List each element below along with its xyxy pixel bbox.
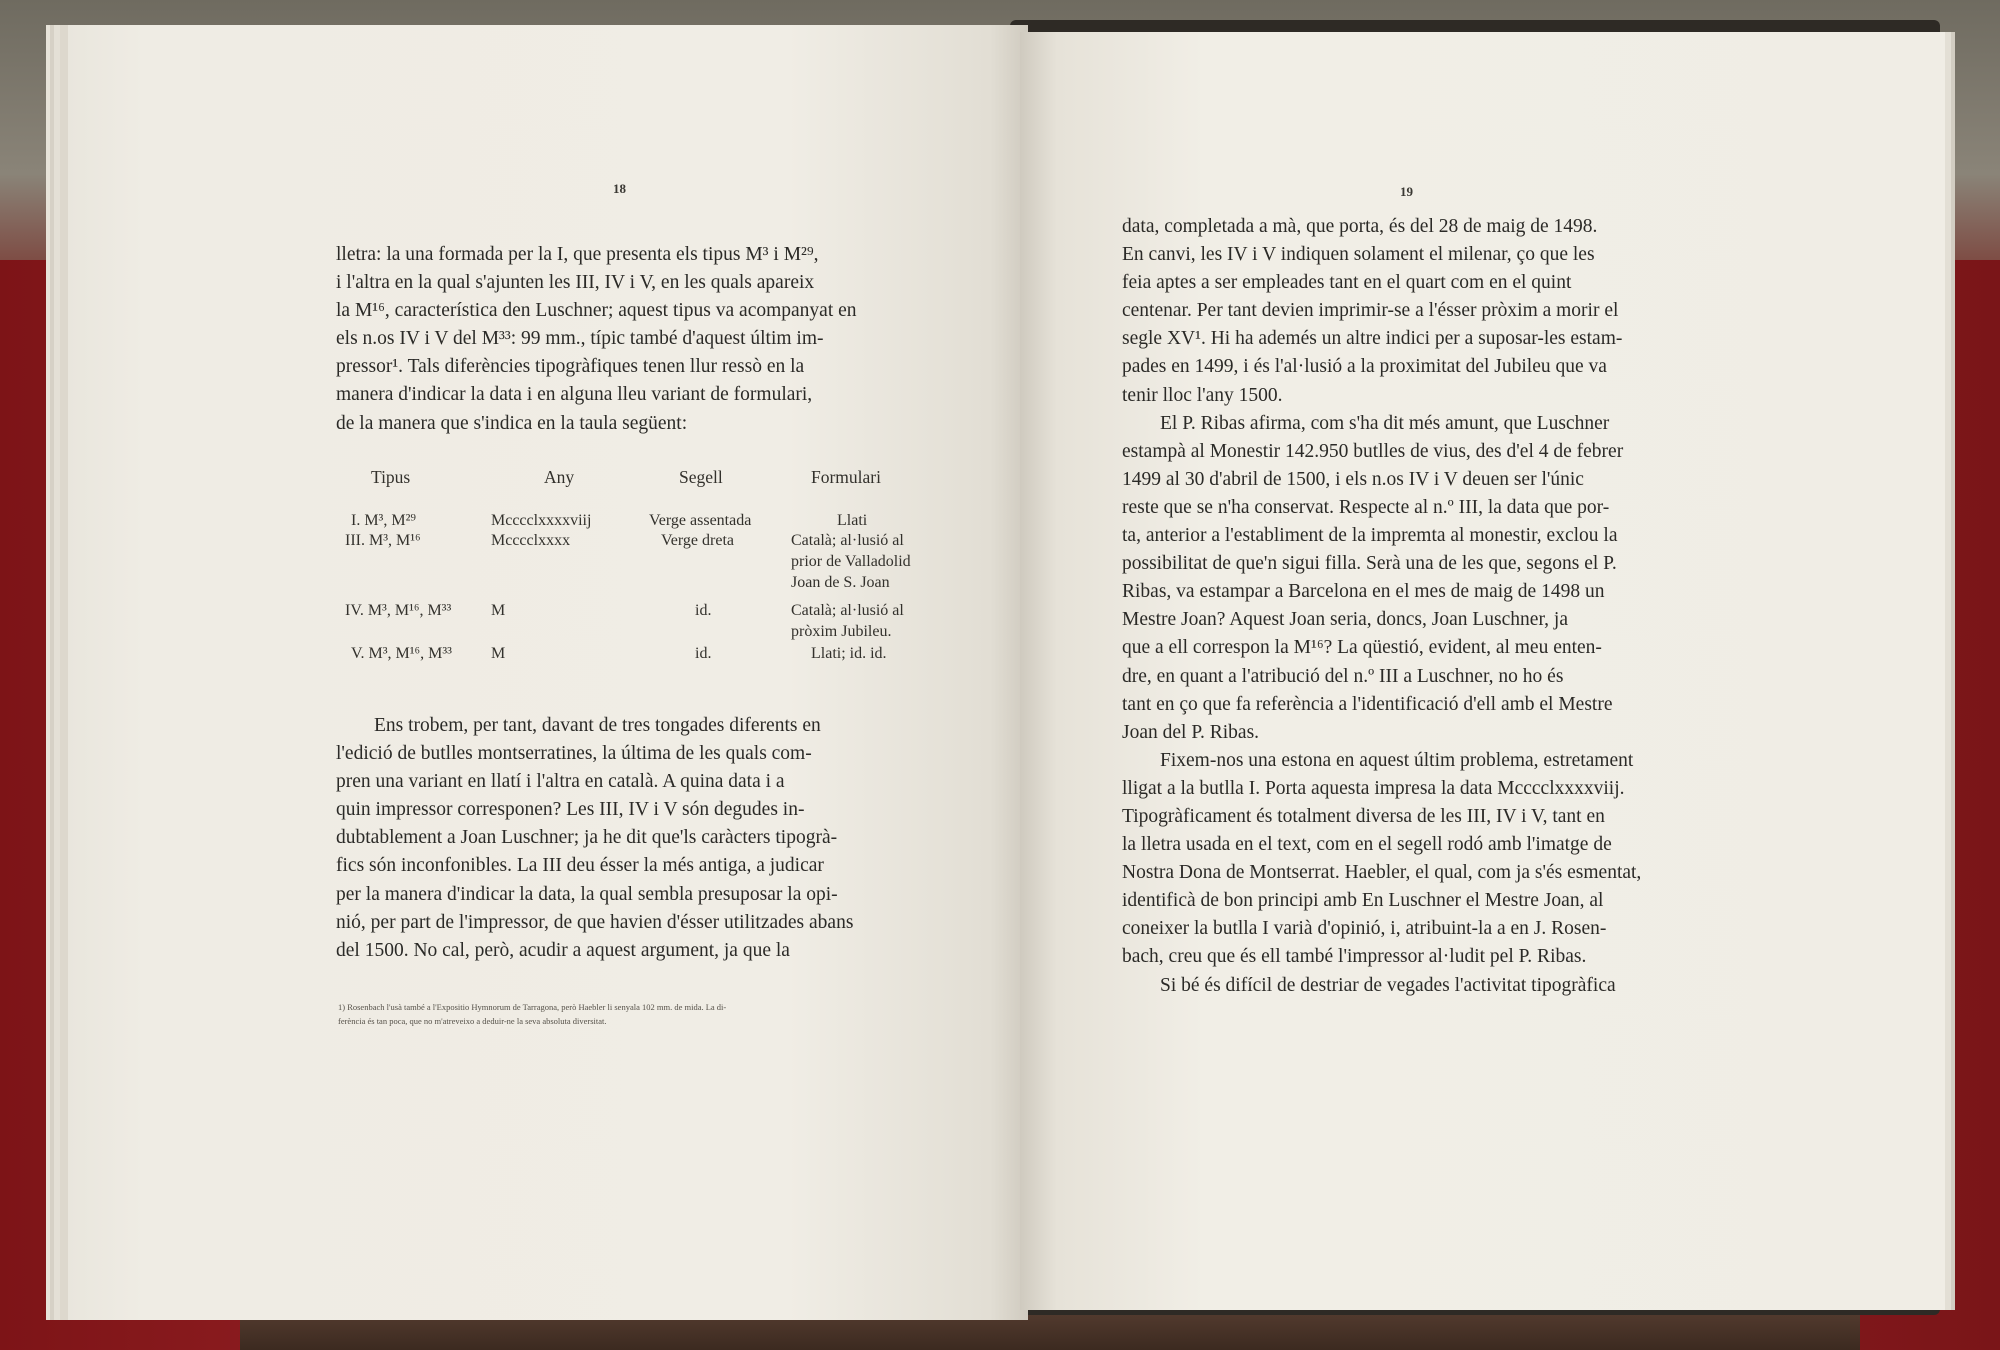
table-cell-formulari: pròxim Jubileu. xyxy=(791,623,892,640)
left-page-number: 18 xyxy=(613,181,626,196)
text-line: la M¹⁶, característica den Luschner; aquest tipus va acompanyat en xyxy=(336,300,857,322)
right-paragraph-1 xyxy=(1122,213,1812,1000)
text-line: Mestre Joan? Aquest Joan seria, doncs, Joan Luschner, ja xyxy=(1122,609,1568,631)
text-line: pressor¹. Tals diferències tipogràfiques tenen llur ressò en la xyxy=(336,356,805,378)
table-cell-tipus: IV. M³, M¹⁶, M³³ xyxy=(345,602,452,619)
text-line: lletra: la una formada per la I, que presenta els tipus M³ i M²⁹, xyxy=(336,244,819,265)
text-line: per la manera d'indicar la data, la qual sembla presuposar la opi- xyxy=(336,883,838,905)
text-line: els n.os IV i V del M³³: 99 mm., típic també d'aquest últim im- xyxy=(336,328,824,350)
table-header-any: Any xyxy=(544,467,575,487)
table-cell-any: Mcccclxxxxviij xyxy=(491,512,592,529)
table-cell-segell: id. xyxy=(695,645,712,662)
text-line: 1499 al 30 d'abril de 1500, i els n.os IV i V deuen ser l'únic xyxy=(1122,468,1584,490)
table-header-formulari: Formulari xyxy=(811,467,881,487)
table-cell-segell: Verge assentada xyxy=(649,512,752,529)
text-line: identificà de bon principi amb En Luschner el Mestre Joan, al xyxy=(1122,890,1604,912)
table-cell-formulari: Català; al·lusió al xyxy=(791,532,904,549)
table-cell-formulari: Català; al·lusió al xyxy=(791,602,904,619)
text-line: i l'altra en la qual s'ajunten les III, IV i V, en les quals apareix xyxy=(336,272,815,294)
table-cell-segell: id. xyxy=(695,602,712,619)
right-page xyxy=(1020,32,1945,1310)
text-line: El P. Ribas afirma, com s'ha dit més amunt, que Luschner xyxy=(1160,412,1610,434)
left-page xyxy=(60,25,1028,1320)
text-line: del 1500. No cal, però, acudir a aquest argument, ja que la xyxy=(336,939,790,961)
table-header-segell: Segell xyxy=(679,467,723,487)
text-line: En canvi, les IV i V indiquen solament el milenar, ço que les xyxy=(1122,244,1595,266)
table-header-tipus: Tipus xyxy=(371,467,411,487)
table-cell-formulari: Llati; id. id. xyxy=(811,645,887,662)
text-line: l'edició de butlles montserratines, la última de les quals com- xyxy=(336,743,812,765)
text-line: fics són inconfonibles. La III deu ésser la més antiga, a judicar xyxy=(336,855,824,877)
right-page-number: 19 xyxy=(1400,184,1413,199)
table-cell-tipus: III. M³, M¹⁶ xyxy=(345,532,421,549)
text-line: dre, en quant a l'atribució del n.º III a Luschner, no ho és xyxy=(1122,665,1564,687)
text-line: estampà al Monestir 142.950 butlles de vius, des d'el 4 de febrer xyxy=(1122,440,1624,462)
text-line: tant en ço que fa referència a l'identificació d'ell amb el Mestre xyxy=(1122,693,1613,715)
text-line: lligat a la butlla I. Porta aquesta impresa la data Mcccclxxxxviij. xyxy=(1122,777,1625,799)
footnote-line: ferència és tan poca, que no m'atreveixo a deduir-ne la seva absoluta diversitat. xyxy=(338,1016,607,1026)
text-line: possibilitat de que'n sigui filla. Serà una de les que, segons el P. xyxy=(1122,553,1617,575)
text-line: manera d'indicar la data i en alguna lleu variant de formulari, xyxy=(336,384,813,406)
text-line: segle XV¹. Hi ha ademés un altre indici per a suposar-les estam- xyxy=(1122,328,1623,350)
table-cell-any: M xyxy=(491,602,506,619)
text-line: Joan del P. Ribas. xyxy=(1122,721,1260,743)
text-line: bach, creu que és ell també l'impressor al·ludit pel P. Ribas. xyxy=(1122,946,1587,968)
text-line: Nostra Dona de Montserrat. Haebler, el qual, com ja s'és esmentat, xyxy=(1122,862,1642,884)
text-line: nió, per part de l'impressor, de que havien d'ésser utilitzades abans xyxy=(336,911,854,933)
table-cell-any: Mcccclxxxx xyxy=(491,532,571,549)
text-line: centenar. Per tant devien imprimir-se a l'ésser pròxim a morir el xyxy=(1122,300,1619,322)
text-line: la lletra usada en el text, com en el segell rodó amb l'imatge de xyxy=(1122,834,1612,856)
left-paragraph-1 xyxy=(336,241,986,438)
footnote xyxy=(338,1000,988,1028)
table-cell-any: M xyxy=(491,645,506,662)
text-line: Si bé és difícil de destriar de vegades l'activitat tipogràfica xyxy=(1160,974,1616,996)
text-line: ta, anterior a l'establiment de la impremta al monestir, exclou la xyxy=(1122,525,1618,547)
table-cell-formulari: prior de Valladolid xyxy=(791,553,911,570)
table-cell-formulari: Joan de S. Joan xyxy=(791,574,890,591)
text-line: dubtablement a Joan Luschner; ja he dit que'ls caràcters tipogrà- xyxy=(336,827,838,849)
text-line: Tipogràficament és totalment diversa de les III, IV i V, tant en xyxy=(1122,805,1605,827)
text-line: tenir lloc l'any 1500. xyxy=(1122,384,1283,406)
table-cell-tipus: I. M³, M²⁹ xyxy=(351,512,416,529)
text-line: Ribas, va estampar a Barcelona en el mes de maig de 1498 un xyxy=(1122,581,1605,603)
text-line: data, completada a mà, que porta, és del 28 de maig de 1498. xyxy=(1122,216,1598,237)
table-cell-formulari: Llati xyxy=(837,512,868,529)
text-line: Fixem-nos una estona en aquest últim problema, estretament xyxy=(1160,749,1634,771)
text-line: pren una variant en llatí i l'altra en català. A quina data i a xyxy=(336,771,785,793)
text-line: reste que se n'ha conservat. Respecte al n.º III, la data que por- xyxy=(1122,496,1610,518)
table-cell-tipus: V. M³, M¹⁶, M³³ xyxy=(351,645,452,662)
text-line: coneixer la butlla I varià d'opinió, i, atribuint-la a en J. Rosen- xyxy=(1122,918,1607,940)
text-line: feia aptes a ser empleades tant en el quart com en el quint xyxy=(1122,272,1572,294)
text-line: Ens trobem, per tant, davant de tres tongades diferents en xyxy=(374,715,821,736)
text-line: quin impressor corresponen? Les III, IV i V són degudes in- xyxy=(336,799,805,821)
footnote-line: 1) Rosenbach l'usà també a l'Expositio Hymnorum de Tarragona, però Haebler li senyala 102 mm. de mida. La di- xyxy=(338,1002,727,1012)
text-line: que a ell correspon la M¹⁶? La qüestió, evident, al meu enten- xyxy=(1122,637,1602,659)
text-line: de la manera que s'indica en la taula següent: xyxy=(336,412,688,434)
text-line: pades en 1499, i és l'al·lusió a la proximitat del Jubileu que va xyxy=(1122,356,1607,378)
table-cell-segell: Verge dreta xyxy=(661,532,734,549)
left-paragraph-2 xyxy=(336,712,986,965)
